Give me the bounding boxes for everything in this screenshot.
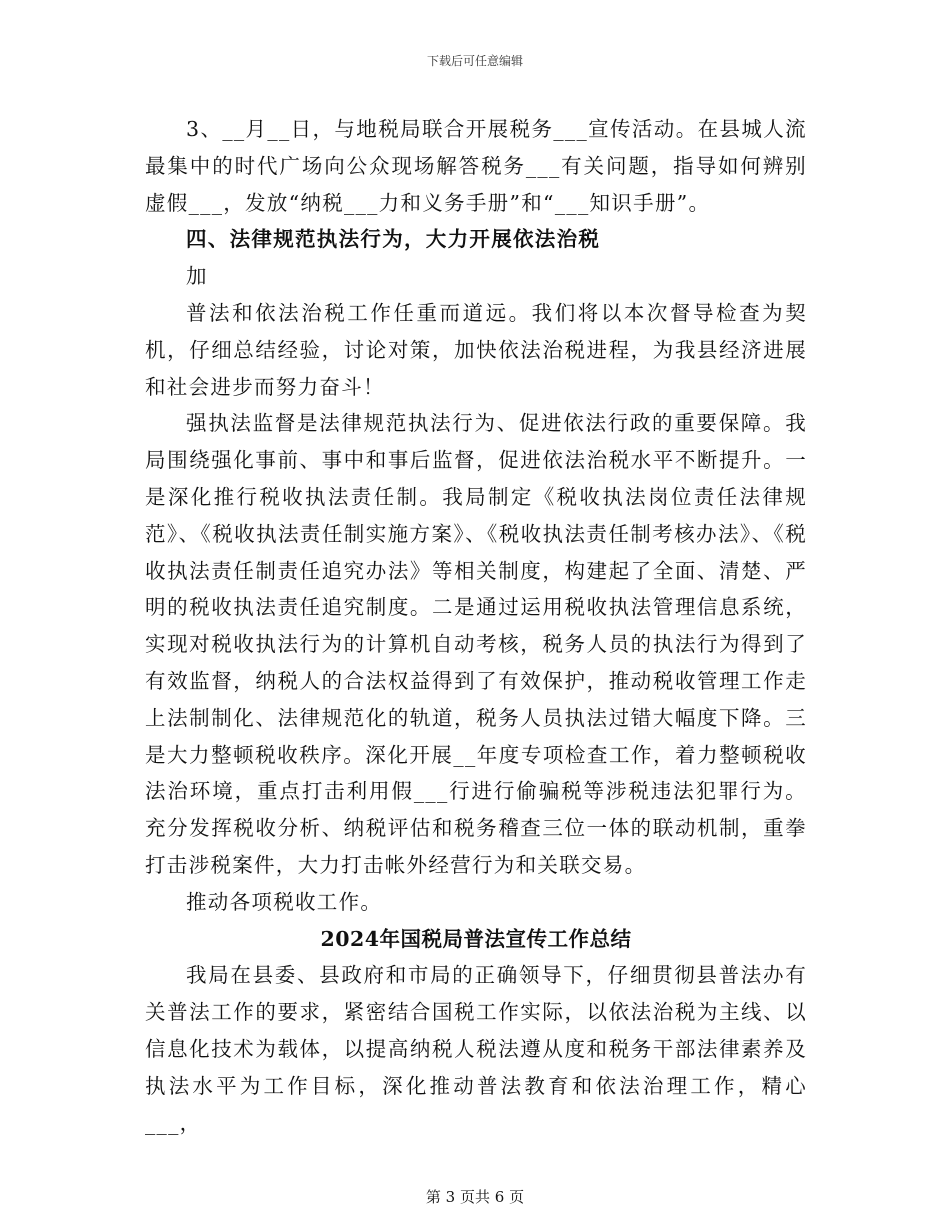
page-footer: 第 3 页共 6 页 xyxy=(425,1188,525,1206)
paragraph-promote: 推动各项税收工作。 xyxy=(186,889,383,914)
section-heading-four: 四、法律规范执法行为，大力开展依法治税 xyxy=(186,227,601,252)
page-header: 下载后可任意编辑 xyxy=(426,54,523,68)
document-title: 2024年国税局普法宣传工作总结 xyxy=(320,926,632,951)
paragraph-conclusion: 普法和依法治税工作任重而道远。我们将以本次督导检查为契机，仔细总结经验，讨论对策，加快依法治税进程，为我县经济进展和社会进步而努力奋斗！ xyxy=(145,300,807,399)
paragraph-intro: 我局在县委、县政府和市局的正确领导下，仔细贯彻县普法办有关普法工作的要求，紧密结合国税工作实际，以依法治税为主线、以信息化技术为载体，以提高纳税人税法遵从度和税务干部法律素养及执法水平为工作目标，深化推动普法教育和依法治理工作，精心___， xyxy=(145,963,807,1135)
paragraph-activity: 3、__月__日，与地税局联合开展税务___宣传活动。在县城人流最集中的时代广场向公众现场解答税务___有关问题，指导如何辨别虚假___，发放“纳税___力和义务手册”和“___知识手册”。 xyxy=(145,117,807,215)
document-body xyxy=(145,111,807,1141)
paragraph-fragment: 加 xyxy=(186,264,208,289)
paragraph-supervision: 强执法监督是法律规范执法行为、促进依法行政的重要保障。我局围绕强化事前、事中和事后监督，促进依法治税水平不断提升。一是深化推行税收执法责任制。我局制定《税收执法岗位责任法律规范》、《税收执法责任制实施方案》、《税收执法责任制考核办法》、《税收执法责任制责任追究办法》等相关制度，构建起了全面、清楚、严明的税收执法责任追究制度。二是通过运用税收执法管理信息系统，实现对税收执法行为的计算机自动考核，税务人员的执法行为得到了有效监督，纳税人的合法权益得到了有效保护，推动税收管理工作走上法制制化、法律规范化的轨道，税务人员执法过错大幅度下降。三是大力整顿税收秩序。深化开展__年度专项检查工作，着力整顿税收法治环境，重点打击利用假___行进行偷骗税等涉税违法犯罪行为。充分发挥税收分析、纳税评估和税务稽查三位一体的联动机制，重拳打击涉税案件，大力打击帐外经营行为和关联交易。 xyxy=(145,411,807,877)
